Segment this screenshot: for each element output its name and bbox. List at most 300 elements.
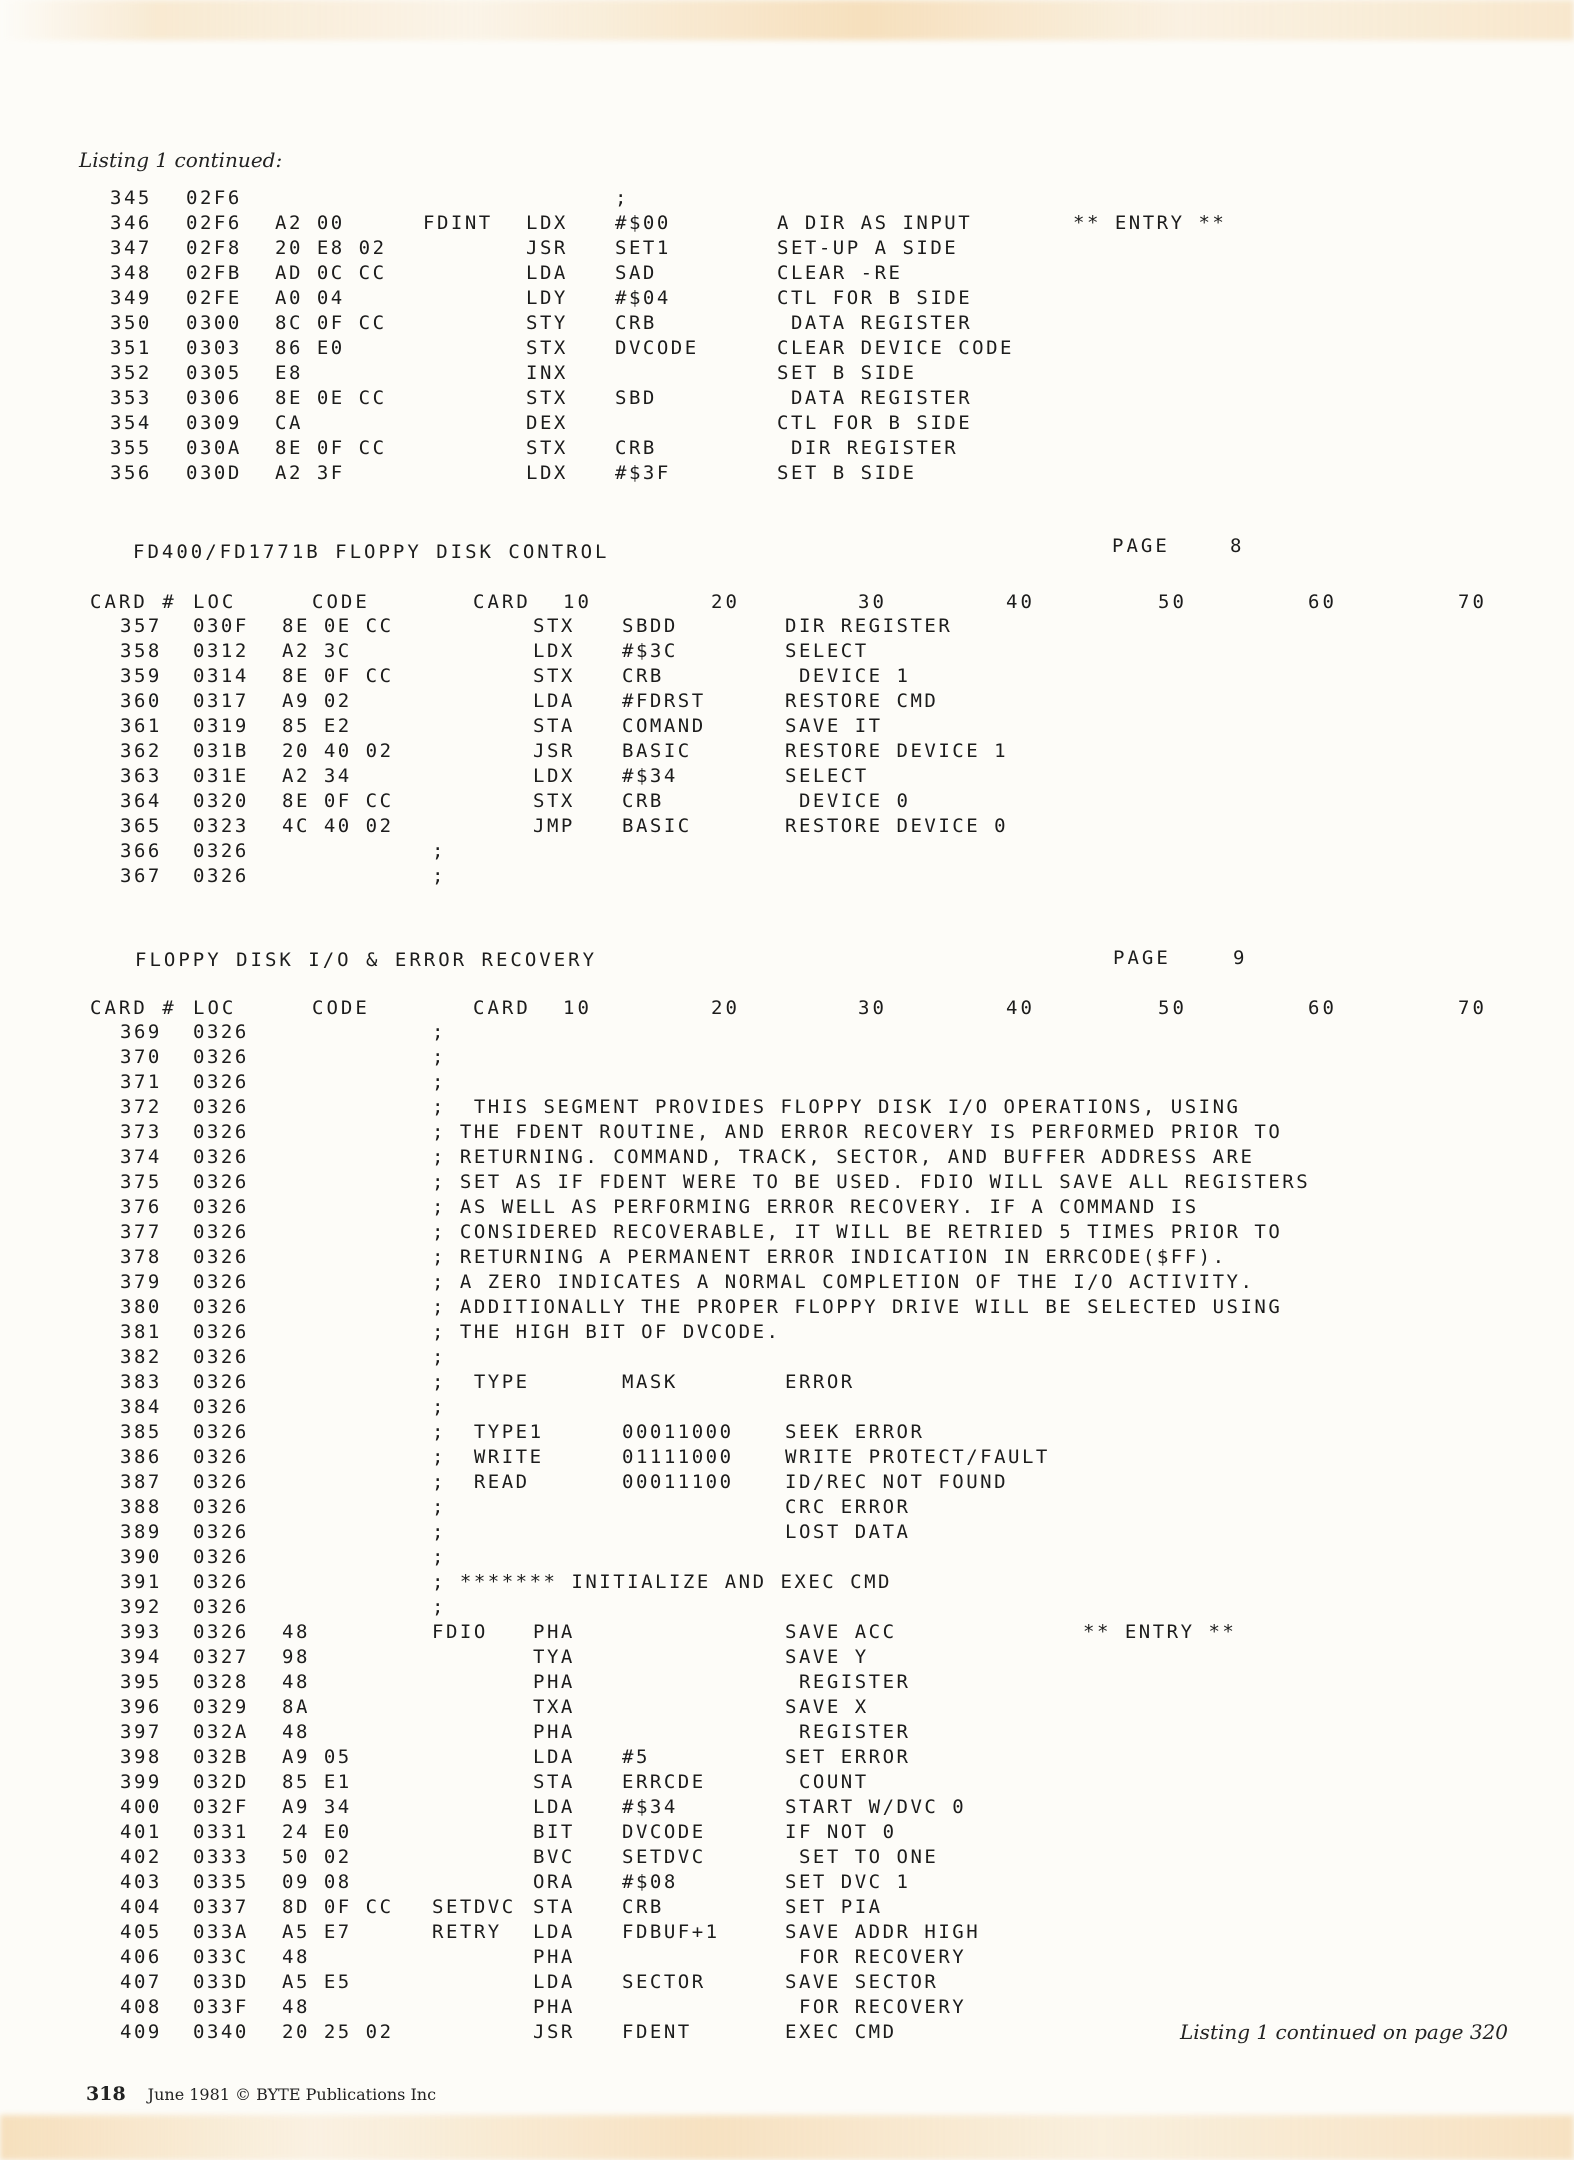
line-op: STX — [533, 790, 575, 812]
line-comment: EXEC CMD — [785, 2021, 897, 2043]
line-loc: 0333 — [193, 1846, 249, 1868]
line-loc: 030F — [193, 615, 249, 637]
line-card: 390 — [120, 1546, 162, 1568]
line-operand: DVCODE — [622, 1821, 706, 1843]
line-card: 367 — [120, 865, 162, 887]
line-loc: 0326 — [193, 1046, 249, 1068]
line-code: AD 0C CC — [275, 262, 387, 284]
line-loc: 0317 — [193, 690, 249, 712]
line-card: 395 — [120, 1671, 162, 1693]
line-loc: 0328 — [193, 1671, 249, 1693]
line-comment: CTL FOR B SIDE — [777, 412, 973, 434]
line-card: 378 — [120, 1246, 162, 1268]
line-code: E8 — [275, 362, 303, 384]
line-code: 85 E1 — [282, 1771, 352, 1793]
line-loc: 0300 — [186, 312, 242, 334]
listing-line — [0, 187, 1574, 212]
line-comment: LOST DATA — [785, 1521, 911, 1543]
line-label: ; TYPE1 — [432, 1421, 544, 1443]
line-operand: #FDRST — [622, 690, 706, 712]
line-loc: 032D — [193, 1771, 249, 1793]
listing-line — [0, 387, 1574, 412]
line-comment: SET TO ONE — [785, 1846, 939, 1868]
line-comment: CRC ERROR — [785, 1496, 911, 1518]
line-card: 406 — [120, 1946, 162, 1968]
line-code: 4C 40 02 — [282, 815, 394, 837]
page-label: PAGE — [1113, 947, 1171, 969]
line-card: 393 — [120, 1621, 162, 1643]
column-header-c40: 40 — [1006, 591, 1035, 613]
line-code: 8A — [282, 1696, 310, 1718]
line-operand: BASIC — [622, 740, 692, 762]
line-comment: SELECT — [785, 765, 869, 787]
line-operand: #$34 — [622, 765, 678, 787]
line-op: STA — [533, 1771, 575, 1793]
line-code: 8E 0F CC — [275, 437, 387, 459]
line-label: ; AS WELL AS PERFORMING ERROR RECOVERY. IF A COMMAND IS — [432, 1196, 1199, 1218]
line-loc: 0306 — [186, 387, 242, 409]
line-extra: ** ENTRY ** — [1083, 1621, 1237, 1643]
line-op: STX — [526, 337, 568, 359]
line-card: 356 — [110, 462, 152, 484]
line-operand: CRB — [615, 312, 657, 334]
listing-line — [0, 1221, 1574, 1246]
column-header-c40: 40 — [1006, 997, 1035, 1019]
paper-stain-bottom — [0, 2115, 1574, 2160]
line-comment: SET B SIDE — [777, 462, 917, 484]
line-card: 385 — [120, 1421, 162, 1443]
line-card: 375 — [120, 1171, 162, 1193]
listing-line — [0, 1146, 1574, 1171]
line-comment: RESTORE DEVICE 0 — [785, 815, 1009, 837]
line-loc: 032B — [193, 1746, 249, 1768]
listing-line — [0, 1746, 1574, 1771]
line-operand: #$3C — [622, 640, 678, 662]
line-loc: 0312 — [193, 640, 249, 662]
line-op: TYA — [533, 1646, 575, 1668]
line-card: 400 — [120, 1796, 162, 1818]
line-loc: 02FB — [186, 262, 242, 284]
line-code: A5 E7 — [282, 1921, 352, 1943]
line-label: ; WRITE — [432, 1446, 544, 1468]
line-label: ; — [432, 1496, 446, 1518]
line-comment: DEVICE 0 — [785, 790, 911, 812]
listing-line — [0, 1321, 1574, 1346]
line-operand: SET1 — [615, 237, 671, 259]
line-card: 359 — [120, 665, 162, 687]
line-comment: SET-UP A SIDE — [777, 237, 959, 259]
line-loc: 0326 — [193, 1346, 249, 1368]
column-header-c10: 10 — [563, 997, 592, 1019]
line-card: 391 — [120, 1571, 162, 1593]
line-label: RETRY — [432, 1921, 502, 1943]
line-label: ; ADDITIONALLY THE PROPER FLOPPY DRIVE WILL BE SELECTED USING — [432, 1296, 1283, 1318]
line-code: A9 02 — [282, 690, 352, 712]
line-comment: REGISTER — [785, 1671, 911, 1693]
column-header-c10: 10 — [563, 591, 592, 613]
line-card: 396 — [120, 1696, 162, 1718]
line-operand: SBDD — [622, 615, 678, 637]
line-code: 20 E8 02 — [275, 237, 387, 259]
line-op: LDA — [526, 262, 568, 284]
column-header-c50: 50 — [1158, 997, 1187, 1019]
line-op: STA — [533, 1896, 575, 1918]
listing-line — [0, 412, 1574, 437]
listing-line — [0, 1521, 1574, 1546]
line-operand: MASK — [622, 1371, 678, 1393]
listing-line — [0, 1821, 1574, 1846]
page-footer — [86, 2083, 436, 2105]
line-card: 376 — [120, 1196, 162, 1218]
line-comment: CTL FOR B SIDE — [777, 287, 973, 309]
line-card: 358 — [120, 640, 162, 662]
listing-line — [0, 1596, 1574, 1621]
column-header-c60: 60 — [1308, 591, 1337, 613]
listing-line — [0, 462, 1574, 487]
line-loc: 0326 — [193, 1221, 249, 1243]
line-card: 374 — [120, 1146, 162, 1168]
line-operand: #$34 — [622, 1796, 678, 1818]
line-comment: SAVE X — [785, 1696, 869, 1718]
line-op: PHA — [533, 1671, 575, 1693]
line-code: 98 — [282, 1646, 310, 1668]
column-header-c50: 50 — [1158, 591, 1187, 613]
line-op: LDX — [526, 212, 568, 234]
line-comment: SAVE ADDR HIGH — [785, 1921, 981, 1943]
line-label: ; THE HIGH BIT OF DVCODE. — [432, 1321, 781, 1343]
line-card: 369 — [120, 1021, 162, 1043]
line-op: LDA — [533, 1921, 575, 1943]
line-operand: FDBUF+1 — [622, 1921, 720, 1943]
listing-line — [0, 237, 1574, 262]
line-comment: SAVE Y — [785, 1646, 869, 1668]
line-loc: 0329 — [193, 1696, 249, 1718]
line-code: A2 34 — [282, 765, 352, 787]
line-operand: ; — [615, 187, 629, 209]
line-comment: DIR REGISTER — [785, 615, 953, 637]
line-card: 345 — [110, 187, 152, 209]
line-comment: RESTORE DEVICE 1 — [785, 740, 1009, 762]
page-title: FLOPPY DISK I/O & ERROR RECOVERY — [135, 949, 598, 971]
line-op: STX — [526, 387, 568, 409]
line-loc: 0326 — [193, 1621, 249, 1643]
line-card: 387 — [120, 1471, 162, 1493]
line-code: 48 — [282, 1946, 310, 1968]
line-card: 389 — [120, 1521, 162, 1543]
column-header-c60: 60 — [1308, 997, 1337, 1019]
listing-line — [0, 1496, 1574, 1521]
line-operand: SBD — [615, 387, 657, 409]
line-code: A5 E5 — [282, 1971, 352, 1993]
line-loc: 0309 — [186, 412, 242, 434]
line-loc: 0326 — [193, 1421, 249, 1443]
line-card: 398 — [120, 1746, 162, 1768]
line-code: 50 02 — [282, 1846, 352, 1868]
line-extra: ** ENTRY ** — [1073, 212, 1227, 234]
line-loc: 0326 — [193, 1446, 249, 1468]
line-comment: DATA REGISTER — [777, 387, 973, 409]
column-header-card2: CARD — [473, 997, 531, 1019]
line-code: CA — [275, 412, 303, 434]
listing-line — [0, 362, 1574, 387]
line-operand: CRB — [615, 437, 657, 459]
listing-line — [0, 262, 1574, 287]
listing-line — [0, 640, 1574, 665]
line-loc: 0327 — [193, 1646, 249, 1668]
line-comment: START W/DVC 0 — [785, 1796, 967, 1818]
line-label: ; — [432, 1346, 446, 1368]
footer-text: June 1981 © BYTE Publications Inc — [147, 2085, 437, 2104]
line-operand: 01111000 — [622, 1446, 734, 1468]
line-loc: 0340 — [193, 2021, 249, 2043]
line-loc: 0326 — [193, 1596, 249, 1618]
line-card: 349 — [110, 287, 152, 309]
line-comment: SET DVC 1 — [785, 1871, 911, 1893]
line-comment: REGISTER — [785, 1721, 911, 1743]
line-code: 20 25 02 — [282, 2021, 394, 2043]
line-card: 353 — [110, 387, 152, 409]
line-label: ; — [432, 1071, 446, 1093]
line-card: 405 — [120, 1921, 162, 1943]
listing-section-3 — [0, 1021, 1574, 2046]
line-comment: WRITE PROTECT/FAULT — [785, 1446, 1050, 1468]
listing-line — [0, 1071, 1574, 1096]
line-card: 348 — [110, 262, 152, 284]
line-comment: SET B SIDE — [777, 362, 917, 384]
line-loc: 0326 — [193, 1021, 249, 1043]
line-code: 8D 0F CC — [282, 1896, 394, 1918]
listing-line — [0, 1271, 1574, 1296]
line-loc: 030A — [186, 437, 242, 459]
line-loc: 0326 — [193, 1246, 249, 1268]
line-operand: DVCODE — [615, 337, 699, 359]
line-comment: RESTORE CMD — [785, 690, 939, 712]
line-card: 397 — [120, 1721, 162, 1743]
line-card: 363 — [120, 765, 162, 787]
line-op: LDA — [533, 1746, 575, 1768]
line-op: LDY — [526, 287, 568, 309]
line-card: 404 — [120, 1896, 162, 1918]
line-code: 20 40 02 — [282, 740, 394, 762]
line-card: 381 — [120, 1321, 162, 1343]
listing-line — [0, 1021, 1574, 1046]
line-loc: 0326 — [193, 1146, 249, 1168]
listing-line — [0, 212, 1574, 237]
listing-line — [0, 1471, 1574, 1496]
listing-line — [0, 1696, 1574, 1721]
listing-line — [0, 1921, 1574, 1946]
column-header-c20: 20 — [711, 997, 740, 1019]
line-comment: SAVE SECTOR — [785, 1971, 939, 1993]
line-label: ; TYPE — [432, 1371, 530, 1393]
line-loc: 0326 — [193, 840, 249, 862]
line-comment: CLEAR -RE — [777, 262, 903, 284]
line-code: A9 34 — [282, 1796, 352, 1818]
line-op: JMP — [533, 815, 575, 837]
line-operand: SAD — [615, 262, 657, 284]
listing-line — [0, 1946, 1574, 1971]
line-loc: 0326 — [193, 865, 249, 887]
line-code: 48 — [282, 1621, 310, 1643]
line-comment: A DIR AS INPUT — [777, 212, 973, 234]
line-loc: 02F6 — [186, 212, 242, 234]
line-code: 8E 0F CC — [282, 790, 394, 812]
line-op: TXA — [533, 1696, 575, 1718]
listing-line — [0, 1896, 1574, 1921]
line-label: ; — [432, 1546, 446, 1568]
line-loc: 02F8 — [186, 237, 242, 259]
line-card: 352 — [110, 362, 152, 384]
line-card: 379 — [120, 1271, 162, 1293]
listing-line — [0, 1571, 1574, 1596]
listing-line — [0, 1121, 1574, 1146]
line-operand: FDENT — [622, 2021, 692, 2043]
line-card: 382 — [120, 1346, 162, 1368]
column-header-code: CODE — [312, 591, 370, 613]
paper-stain-top — [0, 0, 1574, 40]
line-code: 8E 0E CC — [282, 615, 394, 637]
line-card: 401 — [120, 1821, 162, 1843]
listing-line — [0, 1096, 1574, 1121]
line-comment: DEVICE 1 — [785, 665, 911, 687]
line-operand: BASIC — [622, 815, 692, 837]
listing-line — [0, 1196, 1574, 1221]
column-header-c70: 70 — [1458, 997, 1487, 1019]
listing-caption: Listing 1 continued: — [79, 148, 283, 172]
line-label: ; RETURNING A PERMANENT ERROR INDICATION IN ERRCODE($FF). — [432, 1246, 1227, 1268]
line-comment: DATA REGISTER — [777, 312, 973, 334]
line-card: 408 — [120, 1996, 162, 2018]
line-op: JSR — [533, 2021, 575, 2043]
column-header-loc: LOC — [193, 591, 237, 613]
line-label: ; — [432, 865, 446, 887]
line-loc: 0326 — [193, 1546, 249, 1568]
line-operand: CRB — [622, 665, 664, 687]
listing-line — [0, 1396, 1574, 1421]
line-comment: COUNT — [785, 1771, 869, 1793]
line-loc: 0326 — [193, 1071, 249, 1093]
listing-line — [0, 615, 1574, 640]
line-code: 85 E2 — [282, 715, 352, 737]
line-comment: SET PIA — [785, 1896, 883, 1918]
listing-line — [0, 1171, 1574, 1196]
line-card: 372 — [120, 1096, 162, 1118]
line-loc: 0303 — [186, 337, 242, 359]
line-code: 8E 0E CC — [275, 387, 387, 409]
listing-line — [0, 815, 1574, 840]
line-operand: #$00 — [615, 212, 671, 234]
listing-line — [0, 1971, 1574, 1996]
line-comment: SET ERROR — [785, 1746, 911, 1768]
continued-note: Listing 1 continued on page 320 — [1180, 2020, 1508, 2044]
line-operand: 00011100 — [622, 1471, 734, 1493]
line-loc: 030D — [186, 462, 242, 484]
line-loc: 0326 — [193, 1371, 249, 1393]
footer-page-number: 318 — [86, 2083, 126, 2105]
line-label: ; — [432, 1521, 446, 1543]
line-label: ; — [432, 1046, 446, 1068]
line-card: 383 — [120, 1371, 162, 1393]
line-operand: SECTOR — [622, 1971, 706, 1993]
listing-line — [0, 1296, 1574, 1321]
line-code: A0 04 — [275, 287, 345, 309]
line-label: ; A ZERO INDICATES A NORMAL COMPLETION OF THE I/O ACTIVITY. — [432, 1271, 1255, 1293]
line-op: STA — [533, 715, 575, 737]
line-loc: 0335 — [193, 1871, 249, 1893]
line-loc: 0326 — [193, 1196, 249, 1218]
line-card: 350 — [110, 312, 152, 334]
line-loc: 0337 — [193, 1896, 249, 1918]
column-header-code: CODE — [312, 997, 370, 1019]
line-loc: 0319 — [193, 715, 249, 737]
line-operand: #$3F — [615, 462, 671, 484]
line-label: ; ******* INITIALIZE AND EXEC CMD — [432, 1571, 892, 1593]
listing-line — [0, 1446, 1574, 1471]
line-code: 8E 0F CC — [282, 665, 394, 687]
line-op: BIT — [533, 1821, 575, 1843]
line-op: STX — [533, 615, 575, 637]
listing-line — [0, 1996, 1574, 2021]
line-code: A2 00 — [275, 212, 345, 234]
listing-line — [0, 337, 1574, 362]
line-code: 48 — [282, 1671, 310, 1693]
line-loc: 02FE — [186, 287, 242, 309]
line-op: LDA — [533, 690, 575, 712]
line-loc: 0326 — [193, 1396, 249, 1418]
line-operand: CRB — [622, 790, 664, 812]
line-op: PHA — [533, 1721, 575, 1743]
line-label: ; CONSIDERED RECOVERABLE, IT WILL BE RETRIED 5 TIMES PRIOR TO — [432, 1221, 1283, 1243]
line-label: ; — [432, 840, 446, 862]
listing-line — [0, 665, 1574, 690]
line-loc: 0314 — [193, 665, 249, 687]
line-card: 362 — [120, 740, 162, 762]
listing-line — [0, 1646, 1574, 1671]
listing-line — [0, 1771, 1574, 1796]
line-comment: IF NOT 0 — [785, 1821, 897, 1843]
listing-line — [0, 287, 1574, 312]
line-operand: #$08 — [622, 1871, 678, 1893]
line-label: ; SET AS IF FDENT WERE TO BE USED. FDIO WILL SAVE ALL REGISTERS — [432, 1171, 1311, 1193]
listing-line — [0, 312, 1574, 337]
line-code: 48 — [282, 1721, 310, 1743]
line-loc: 031E — [193, 765, 249, 787]
line-op: LDA — [533, 1796, 575, 1818]
line-op: DEX — [526, 412, 568, 434]
line-operand: SETDVC — [622, 1846, 706, 1868]
listing-line — [0, 865, 1574, 890]
page-title: FD400/FD1771B FLOPPY DISK CONTROL — [133, 541, 610, 563]
line-loc: 033F — [193, 1996, 249, 2018]
listing-line — [0, 1046, 1574, 1071]
column-header-c70: 70 — [1458, 591, 1487, 613]
line-op: BVC — [533, 1846, 575, 1868]
listing-section-1 — [0, 187, 1574, 487]
column-header-c30: 30 — [858, 997, 887, 1019]
line-label: FDINT — [423, 212, 493, 234]
line-code: 86 E0 — [275, 337, 345, 359]
line-op: PHA — [533, 1996, 575, 2018]
line-loc: 0326 — [193, 1171, 249, 1193]
line-operand: #$04 — [615, 287, 671, 309]
line-op: INX — [526, 362, 568, 384]
line-operand: 00011000 — [622, 1421, 734, 1443]
line-loc: 0320 — [193, 790, 249, 812]
column-header-card: CARD # — [90, 591, 177, 613]
line-op: LDX — [533, 640, 575, 662]
line-card: 370 — [120, 1046, 162, 1068]
line-card: 394 — [120, 1646, 162, 1668]
